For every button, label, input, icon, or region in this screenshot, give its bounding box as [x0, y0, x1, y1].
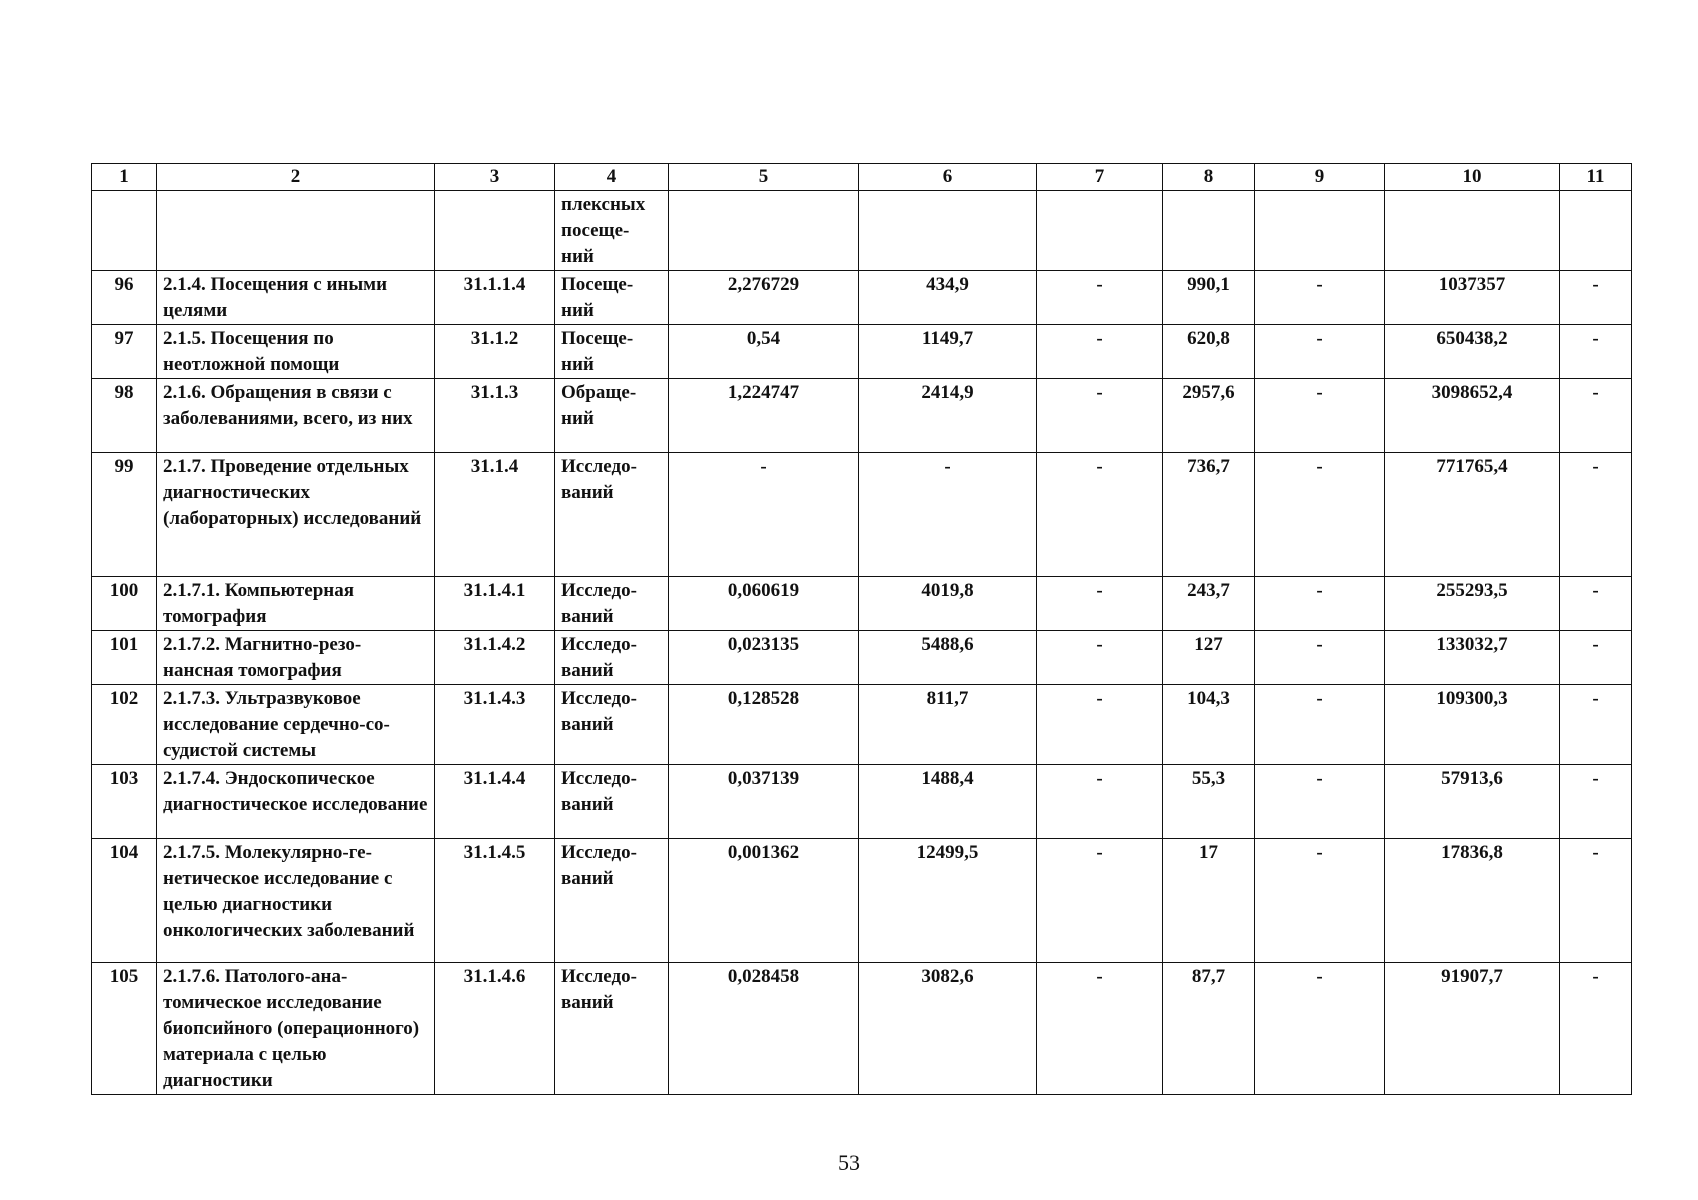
cell-item-name: 2.1.6. Обращения в связи с заболеваниями, всего, из них	[157, 379, 435, 453]
cell-value-6: 811,7	[859, 685, 1037, 765]
cell-unit: Исследо-ваний	[555, 839, 669, 963]
cell-value-8: 243,7	[1163, 577, 1255, 631]
cell-value-11: -	[1560, 963, 1632, 1095]
cell-value-9: -	[1255, 765, 1385, 839]
column-header-5: 5	[669, 164, 859, 191]
cell-unit: Исследо-ваний	[555, 963, 669, 1095]
cell-item-name: 2.1.7.1. Компьютерная томография	[157, 577, 435, 631]
cell-value-7: -	[1037, 271, 1163, 325]
cell-value-8: 2957,6	[1163, 379, 1255, 453]
cell-value-10: 3098652,4	[1385, 379, 1560, 453]
cell-code: 31.1.4.3	[435, 685, 555, 765]
table-row	[92, 379, 1632, 453]
column-header-7: 7	[1037, 164, 1163, 191]
cell-item-name: 2.1.7.4. Эндоскопическое диагностическое исследование	[157, 765, 435, 839]
cell-value-5: 0,060619	[669, 577, 859, 631]
cell-value-11: -	[1560, 577, 1632, 631]
cell-value-6: 1488,4	[859, 765, 1037, 839]
column-header-8: 8	[1163, 164, 1255, 191]
cell-value-11: -	[1560, 631, 1632, 685]
cell-row-number: 103	[92, 765, 157, 839]
table-row	[92, 765, 1632, 839]
cell-value-5: 0,54	[669, 325, 859, 379]
table-row	[92, 191, 1632, 271]
cell-value-9: -	[1255, 271, 1385, 325]
cell-unit: Посеще-ний	[555, 271, 669, 325]
cell-unit: Исследо-ваний	[555, 577, 669, 631]
cell-value-10	[1385, 191, 1560, 271]
cell-value-7: -	[1037, 453, 1163, 577]
cell-code: 31.1.4.6	[435, 963, 555, 1095]
cell-value-8: 17	[1163, 839, 1255, 963]
table-row	[92, 271, 1632, 325]
cell-code: 31.1.1.4	[435, 271, 555, 325]
column-header-1: 1	[92, 164, 157, 191]
cell-value-7: -	[1037, 963, 1163, 1095]
cell-row-number: 104	[92, 839, 157, 963]
table-row	[92, 325, 1632, 379]
cell-unit: плексных посеще-ний	[555, 191, 669, 271]
cell-row-number: 96	[92, 271, 157, 325]
cell-item-name: 2.1.7.6. Патолого-ана-томическое исследование биопсийного (операционного) материала с целью диагностики	[157, 963, 435, 1095]
cell-unit: Исследо-ваний	[555, 685, 669, 765]
cell-value-9: -	[1255, 685, 1385, 765]
cell-item-name: 2.1.7.3. Ультразвуковое исследование сердечно-со-судистой системы	[157, 685, 435, 765]
table-row	[92, 631, 1632, 685]
cell-value-9: -	[1255, 631, 1385, 685]
cell-value-9: -	[1255, 325, 1385, 379]
cell-row-number: 101	[92, 631, 157, 685]
column-header-9: 9	[1255, 164, 1385, 191]
cell-value-6: 5488,6	[859, 631, 1037, 685]
cell-code: 31.1.3	[435, 379, 555, 453]
cell-value-7: -	[1037, 325, 1163, 379]
cell-code: 31.1.4	[435, 453, 555, 577]
cell-value-11: -	[1560, 765, 1632, 839]
cell-row-number: 99	[92, 453, 157, 577]
page-number: 53	[838, 1150, 860, 1175]
cell-unit: Исследо-ваний	[555, 765, 669, 839]
cell-value-5: -	[669, 453, 859, 577]
cell-value-11: -	[1560, 453, 1632, 577]
data-table	[91, 163, 1632, 1095]
cell-value-9: -	[1255, 577, 1385, 631]
cell-value-6: 1149,7	[859, 325, 1037, 379]
column-header-11: 11	[1560, 164, 1632, 191]
cell-code: 31.1.4.4	[435, 765, 555, 839]
cell-value-5: 0,023135	[669, 631, 859, 685]
cell-value-9: -	[1255, 453, 1385, 577]
cell-row-number: 100	[92, 577, 157, 631]
cell-value-9: -	[1255, 839, 1385, 963]
cell-value-8: 55,3	[1163, 765, 1255, 839]
cell-value-6: 2414,9	[859, 379, 1037, 453]
cell-value-7: -	[1037, 765, 1163, 839]
cell-value-7: -	[1037, 577, 1163, 631]
cell-value-9	[1255, 191, 1385, 271]
cell-value-7	[1037, 191, 1163, 271]
cell-unit: Исследо-ваний	[555, 453, 669, 577]
cell-value-10: 650438,2	[1385, 325, 1560, 379]
table-row	[92, 839, 1632, 963]
cell-value-5: 2,276729	[669, 271, 859, 325]
cell-value-10: 771765,4	[1385, 453, 1560, 577]
cell-item-name: 2.1.7.2. Магнитно-резо-нансная томография	[157, 631, 435, 685]
cell-value-7: -	[1037, 631, 1163, 685]
cell-value-11: -	[1560, 325, 1632, 379]
cell-unit: Обраще-ний	[555, 379, 669, 453]
cell-value-8: 127	[1163, 631, 1255, 685]
cell-value-10: 133032,7	[1385, 631, 1560, 685]
table-row	[92, 685, 1632, 765]
cell-value-6: 434,9	[859, 271, 1037, 325]
table-row	[92, 963, 1632, 1095]
cell-code: 31.1.2	[435, 325, 555, 379]
cell-code	[435, 191, 555, 271]
cell-item-name: 2.1.7. Проведение отдельных диагностических (лабораторных) исследований	[157, 453, 435, 577]
cell-unit: Посеще-ний	[555, 325, 669, 379]
cell-value-6: 12499,5	[859, 839, 1037, 963]
cell-row-number: 98	[92, 379, 157, 453]
cell-row-number: 102	[92, 685, 157, 765]
cell-value-11: -	[1560, 379, 1632, 453]
column-header-2: 2	[157, 164, 435, 191]
cell-item-name	[157, 191, 435, 271]
cell-code: 31.1.4.2	[435, 631, 555, 685]
cell-value-5: 0,037139	[669, 765, 859, 839]
cell-item-name: 2.1.5. Посещения по неотложной помощи	[157, 325, 435, 379]
cell-value-6: 3082,6	[859, 963, 1037, 1095]
cell-value-11: -	[1560, 271, 1632, 325]
cell-value-10: 1037357	[1385, 271, 1560, 325]
cell-row-number: 97	[92, 325, 157, 379]
cell-value-8: 620,8	[1163, 325, 1255, 379]
cell-value-6: -	[859, 453, 1037, 577]
cell-value-9: -	[1255, 963, 1385, 1095]
cell-value-5: 1,224747	[669, 379, 859, 453]
column-header-10: 10	[1385, 164, 1560, 191]
header-row	[92, 164, 1632, 191]
cell-value-10: 91907,7	[1385, 963, 1560, 1095]
cell-value-11: -	[1560, 839, 1632, 963]
cell-code: 31.1.4.5	[435, 839, 555, 963]
table-row	[92, 453, 1632, 577]
cell-row-number: 105	[92, 963, 157, 1095]
cell-value-11	[1560, 191, 1632, 271]
cell-value-7: -	[1037, 685, 1163, 765]
cell-value-10: 109300,3	[1385, 685, 1560, 765]
cell-value-10: 255293,5	[1385, 577, 1560, 631]
cell-value-7: -	[1037, 839, 1163, 963]
cell-value-6	[859, 191, 1037, 271]
cell-value-5: 0,001362	[669, 839, 859, 963]
cell-value-10: 17836,8	[1385, 839, 1560, 963]
cell-value-8: 990,1	[1163, 271, 1255, 325]
table-row	[92, 577, 1632, 631]
cell-value-11: -	[1560, 685, 1632, 765]
cell-value-7: -	[1037, 379, 1163, 453]
cell-value-10: 57913,6	[1385, 765, 1560, 839]
cell-value-5: 0,028458	[669, 963, 859, 1095]
cell-value-9: -	[1255, 379, 1385, 453]
cell-value-5: 0,128528	[669, 685, 859, 765]
column-header-4: 4	[555, 164, 669, 191]
cell-value-8: 736,7	[1163, 453, 1255, 577]
column-header-6: 6	[859, 164, 1037, 191]
cell-item-name: 2.1.4. Посещения с иными целями	[157, 271, 435, 325]
cell-value-5	[669, 191, 859, 271]
column-header-3: 3	[435, 164, 555, 191]
cell-value-8: 104,3	[1163, 685, 1255, 765]
cell-unit: Исследо-ваний	[555, 631, 669, 685]
cell-code: 31.1.4.1	[435, 577, 555, 631]
cell-value-6: 4019,8	[859, 577, 1037, 631]
cell-value-8: 87,7	[1163, 963, 1255, 1095]
cell-value-8	[1163, 191, 1255, 271]
cell-item-name: 2.1.7.5. Молекулярно-ге-нетическое исследование с целью диагностики онкологических заболеваний	[157, 839, 435, 963]
cell-row-number	[92, 191, 157, 271]
